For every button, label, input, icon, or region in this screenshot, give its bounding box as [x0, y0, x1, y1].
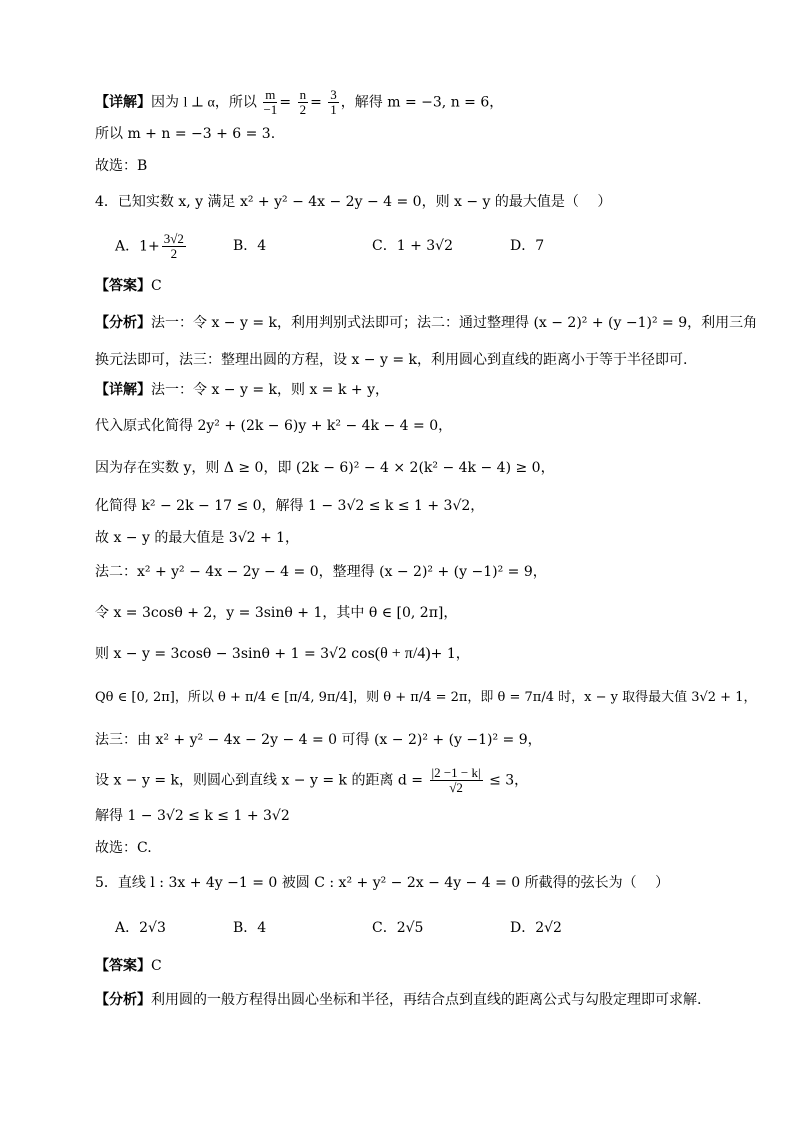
answer-value: C [151, 278, 162, 294]
analysis-line-5 [95, 990, 701, 1010]
line-discriminant: 因为存在实数 y，则 Δ ≥ 0，即 (2k − 6)² − 4 × 2(k² − 4k − 4) ≥ 0， [95, 460, 555, 476]
line-choice-c: 故选：C. [95, 840, 152, 856]
detail-line-1: 【详解】因为 l ⊥ α，所以 $\frac{m}{-1}$ = $\frac{n}{2}$ = $\frac{3}{1}$ ，解得 m = −3, n = 6， [95, 87, 504, 117]
analysis-tag-5: 【分析】 [95, 992, 151, 1008]
question-5: 5．直线 l : 3x + 4y −1 = 0 被圆 C : x² + y² − 2x − 4y − 4 = 0 所截得的弦长为（ ） [95, 875, 670, 891]
line-distance: 设 x − y = k，则圆心到直线 x − y = k 的距离 d = $\frac{|2 -1 - k|}{√2}$ ≤ 3， [95, 765, 529, 795]
q5-option-c: C．2√5 [372, 920, 424, 936]
method1-text: 法一：令 x − y = k，则 x = k + y， [151, 382, 389, 398]
answer-value-5: C [151, 958, 162, 974]
q4-option-b: B．4 [233, 238, 267, 254]
answer-tag: 【答案】 [95, 278, 151, 294]
q5-option-b: B．4 [233, 920, 267, 936]
detail-tag: 【详解】 [95, 94, 151, 111]
line-max-1: 故 x − y 的最大值是 3√2 + 1， [95, 530, 300, 546]
detail-result: ，解得 m = −3, n = 6， [340, 94, 504, 111]
q5-option-d: D．2√2 [510, 920, 562, 936]
answer-tag-5: 【答案】 [95, 958, 151, 974]
q4-option-a: A．1+ $\frac{3√2}{2}$ [115, 231, 184, 261]
fraction-n-over-2: $\frac{n}{2}$ [299, 87, 307, 117]
detail-text: 因为 [151, 94, 179, 111]
trig-argument: (θ + π/4) [374, 645, 431, 662]
fraction-3-over-1: $\frac{3}{1}$ [330, 87, 337, 117]
fraction-3root2-over-2: $\frac{3√2}{2}$ [163, 231, 184, 261]
detail-line-method1 [95, 380, 389, 400]
analysis-line-1 [95, 313, 757, 333]
question-4: 4．已知实数 x, y 满足 x² + y² − 4x − 2y − 4 = 0，则 x − y 的最大值是（ ） [95, 194, 612, 210]
analysis-tag: 【分析】 [95, 315, 151, 331]
analysis-text-1: 法一：令 x − y = k，利用判别式法即可；法二：通过整理得 (x − 2)² + (y −1)² = 9，利用三角 [151, 315, 758, 331]
detail-math: l ⊥ α，所以 [183, 95, 257, 111]
fraction-distance: $\frac{|2 -1 - k|}{√2}$ [431, 765, 481, 795]
q4-option-c: C．1 + 3√2 [372, 238, 453, 254]
line-substitute: 代入原式化简得 2y² + (2k − 6)y + k² − 4k − 4 = 0， [95, 418, 453, 434]
line-trig-form: 则 x − y = 3cosθ − 3sinθ + 1 = 3√2 cos(θ + π/4)+ 1， [95, 645, 470, 662]
fraction-m-over-neg1: $\frac{m}{-1}$ [263, 87, 278, 117]
detail-tag-2: 【详解】 [95, 382, 151, 398]
answer-line [95, 276, 162, 296]
line-simplify: 化简得 k² − 2k − 17 ≤ 0，解得 1 − 3√2 ≤ k ≤ 1 + 3√2， [95, 498, 485, 514]
analysis-line-2: 换元法即可，法三：整理出圆的方程，设 x − y = k，利用圆心到直线的距离小于等于半径即可. [95, 352, 688, 368]
answer-line-5 [95, 956, 162, 976]
line-parametrize: 令 x = 3cosθ + 2，y = 3sinθ + 1，其中 θ ∈ [0, 2π]， [95, 605, 458, 621]
q5-option-a: A．2√3 [115, 920, 166, 936]
analysis-text-5: 利用圆的一般方程得出圆心坐标和半径，再结合点到直线的距离公式与勾股定理即可求解. [151, 992, 702, 1008]
line-method3: 法三：由 x² + y² − 4x − 2y − 4 = 0 可得 (x − 2)² + (y −1)² = 9， [95, 732, 542, 748]
line-method2: 法二：x² + y² − 4x − 2y − 4 = 0，整理得 (x − 2)² + (y −1)² = 9， [95, 564, 547, 580]
line-choice-b: 故选：B [95, 158, 148, 174]
line-solution-k: 解得 1 − 3√2 ≤ k ≤ 1 + 3√2 [95, 808, 290, 824]
q4-option-d: D．7 [510, 238, 545, 254]
line-sum: 所以 m + n = −3 + 6 = 3. [95, 126, 276, 142]
line-theta-range: Qθ ∈ [0, 2π]，所以 θ + π/4 ∈ [π/4, 9π/4]，则 θ + π/4 = 2π，即 θ = 7π/4 时，x − y 取得最大值 3√2 + 1， [95, 690, 757, 705]
